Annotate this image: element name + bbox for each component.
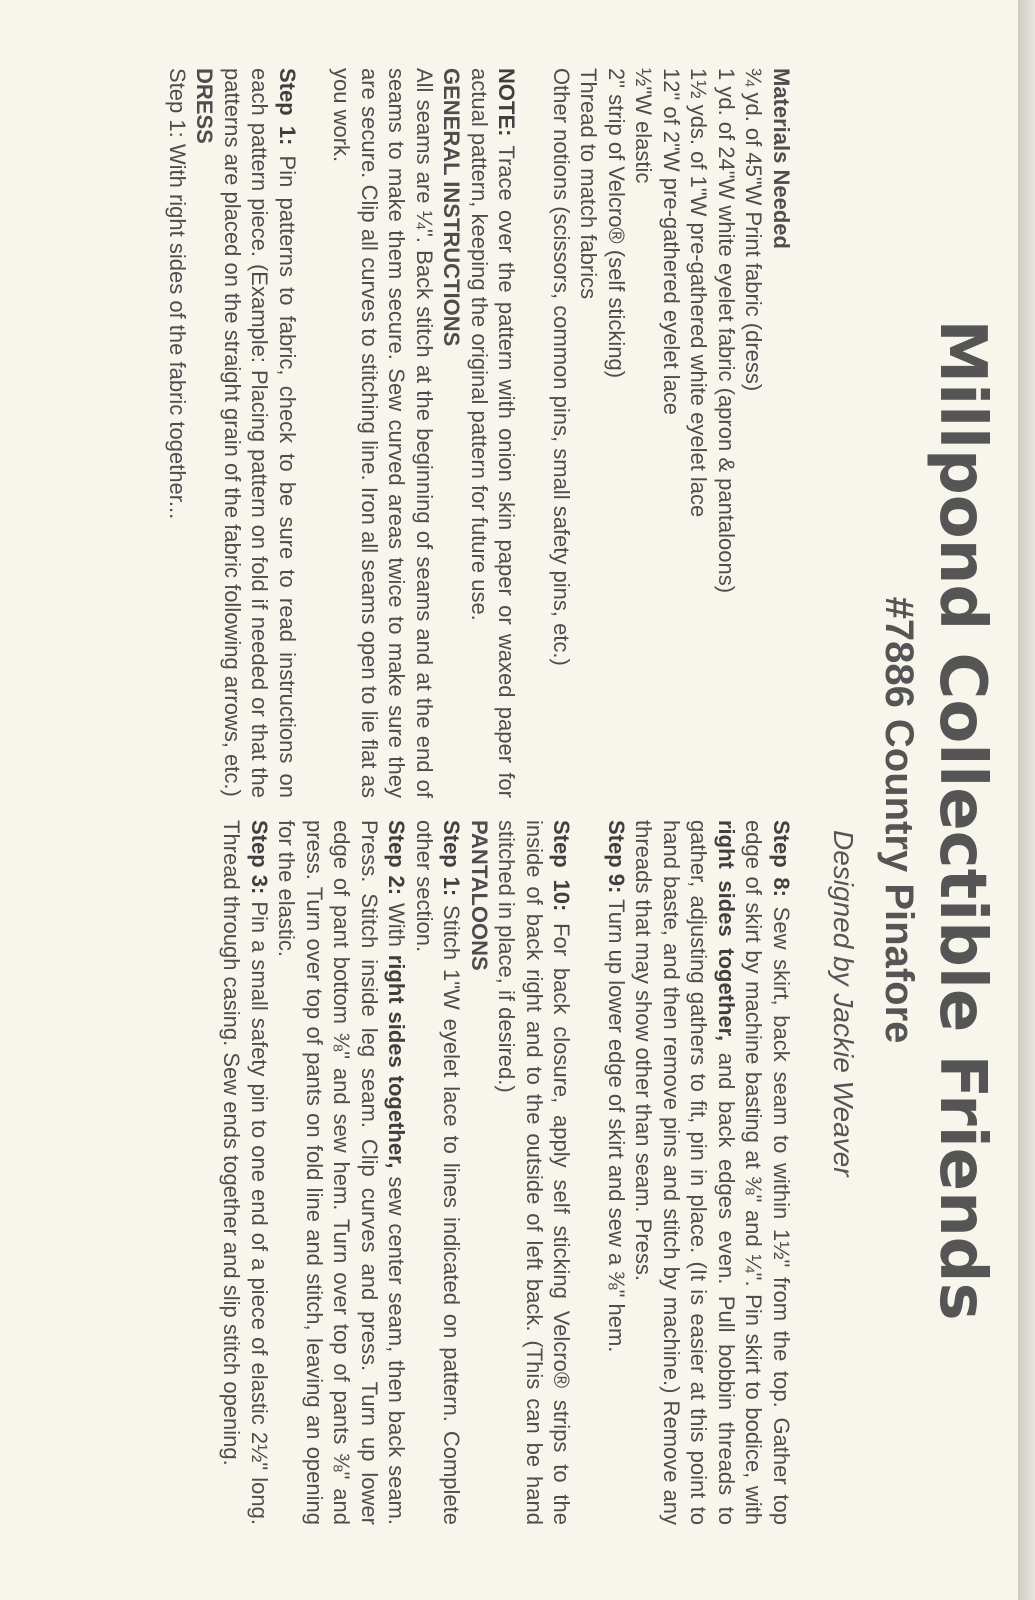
pant-step1-paragraph	[411, 820, 466, 1525]
material-item: Thread to match fabrics	[576, 68, 602, 300]
material-item: 12" of 2"W pre-gathered eyelet lace	[659, 68, 684, 416]
step10-paragraph	[493, 820, 576, 1525]
step8-paragraph	[630, 820, 795, 1525]
step1-text: Pin patterns to fabric, check to be sure to read instructions on each pattern piece. (Example: Placing pattern on fold if needed or that the patterns are placed on the straight grain of the fabric following arrows, etc.)	[220, 68, 300, 798]
materials-heading: Materials Needed	[769, 68, 794, 249]
page-edge-shadow	[1018, 0, 1035, 1600]
pant-step3-text: Pin a small safety pin to one end of a piece of elastic 2½" long. Thread through casing. Sew ends together and slip stitch opening.	[219, 820, 272, 1525]
step8-bold: right sides together,	[714, 820, 739, 1042]
step8-label: Step 8:	[769, 820, 794, 897]
dress-cut-text: Step 1: With right sides of the fabric together...	[165, 68, 190, 520]
pant-step2-bold: right sides together,	[384, 954, 410, 1169]
material-item: 2" strip of Velcro® (self sticking)	[604, 68, 629, 379]
step9-text: Turn up lower edge of skirt and sew a ⅜" hem.	[604, 893, 629, 1353]
note-paragraph	[466, 68, 521, 798]
pant-step1-text: Stitch 1"W eyelet lace to lines indicated on pattern. Complete other section.	[412, 820, 465, 1525]
pantaloons-heading: PANTALOONS	[467, 820, 492, 971]
step8-text: Sew skirt, back seam to within 1½" from the top. Gather top edge of skirt by machine basting at ⅜" and ¼". Pin skirt to bodice, with	[741, 820, 794, 1525]
pant-step2-text: With	[384, 895, 410, 955]
pant-step1-label: Step 1:	[439, 820, 465, 897]
material-item: ½"W elastic	[631, 68, 657, 184]
step10-text: For back closure, apply self sticking Velcro® strips to the inside of back right and to the outside of left back. (This can be hand stitched in place, if desired.)	[494, 820, 575, 1525]
material-item: Other notions (scissors, common pins, small safety pins, etc.)	[549, 68, 574, 666]
pant-step2-paragraph	[273, 820, 411, 1525]
step9-label: Step 9:	[604, 820, 629, 894]
right-column	[218, 820, 795, 1525]
material-item: 1 yd. of 24"W white eyelet fabric (apron & pantaloons)	[714, 68, 739, 594]
step10-label: Step 10:	[549, 820, 575, 912]
note-label: NOTE:	[494, 68, 520, 137]
material-item: 1½ yds. of 1"W pre-gathered white eyelet lace	[686, 68, 712, 518]
step8-text-2: and back edges even. Pull bobbin threads to gather, adjusting gathers to fit, pin in place. (It is easier at this point to hand baste, and then remove pins and stitch by machine.) Remove any threads that may show other than seam. Press.	[631, 820, 739, 1526]
step1-label: Step 1:	[275, 68, 300, 146]
pant-step3-paragraph	[218, 820, 273, 1525]
dress-heading: DRESS	[192, 68, 218, 144]
pant-step3-label: Step 3:	[247, 820, 272, 895]
pant-step2-text-2: sew center seam, then back seam. Press. Stitch inside leg seam. Clip curves and press. Turn up lower edge of pant bottom ⅜" and sew hem. Turn over top of pants ⅜" and press. Turn over top of pants on fold line and stitch, leaving an opening for the elastic.	[274, 820, 410, 1525]
note-text: Trace over the pattern with onion skin paper or waxed paper for actual pattern, keeping the original pattern for future use.	[467, 68, 520, 798]
general-heading: GENERAL INSTRUCTIONS	[439, 68, 465, 347]
designer-credit: Designed by Jackie Weaver	[828, 830, 859, 1177]
step9-paragraph	[603, 820, 631, 1525]
general-text: All seams are ¼". Back stitch at the beginning of seams and at the end of seams to make them secure. Sew curved areas twice to make sure they are secure. Clip all curves to stitching line. Iron all seams open to lie flat as you work.	[329, 68, 437, 798]
pattern-subtitle: #7886 Country Pinafore	[877, 596, 921, 1044]
left-column	[164, 68, 796, 798]
pant-step2-label: Step 2:	[384, 820, 410, 896]
page-title: Millpond Collectible Friends	[925, 319, 999, 1321]
step1-paragraph	[219, 68, 302, 798]
material-item: ¾ yd. of 45"W Print fabric (dress)	[741, 68, 767, 392]
